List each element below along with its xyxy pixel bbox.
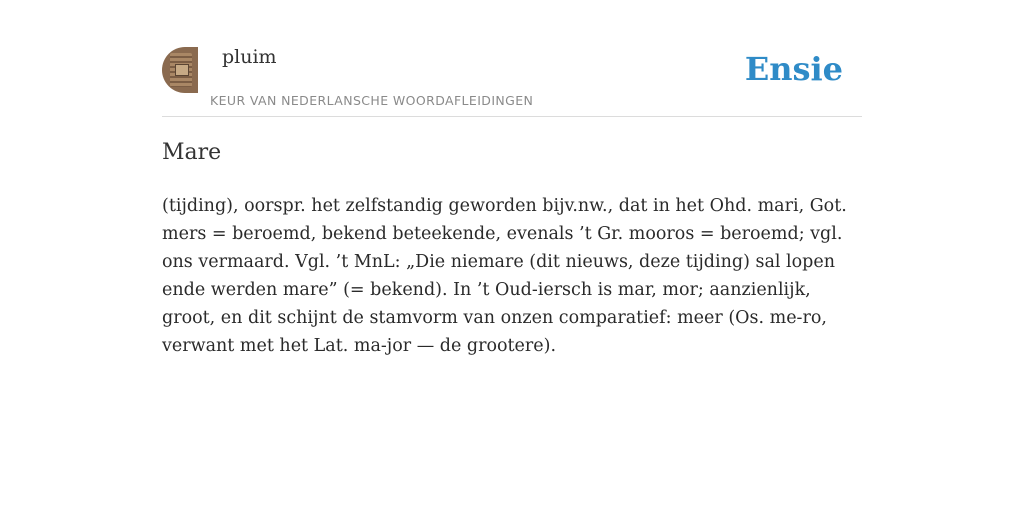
entry-title: Mare — [162, 140, 222, 165]
book-subtitle: KEUR VAN NEDERLANSCHE WOORDAFLEIDINGEN — [210, 93, 534, 108]
brand-logo-link[interactable]: Ensie — [744, 50, 843, 88]
entry-body: (tijding), oorspr. het zelfstandig geworden bijv.nw., dat in het Ohd. mari, Got. mers = beroemd, bekend beteekende, evenals ’t Gr. mooros = beroemd; vgl. ons vermaard. Vgl. ’t MnL: „Die niemare (dit nieuws, deze tijding) sal lopen ende werden mare” (= bekend). In ’t Oud-iersch is mar, mor; aanzienlijk, groot, en dit schijnt de stamvorm van onzen comparatief: meer (Os. me-ro, verwant met het Lat. ma-jor — de grootere). — [162, 196, 847, 356]
book-plate — [175, 64, 189, 76]
header — [162, 40, 862, 117]
book-title-link[interactable]: pluim — [222, 46, 277, 68]
book-cover-icon[interactable] — [162, 47, 198, 93]
